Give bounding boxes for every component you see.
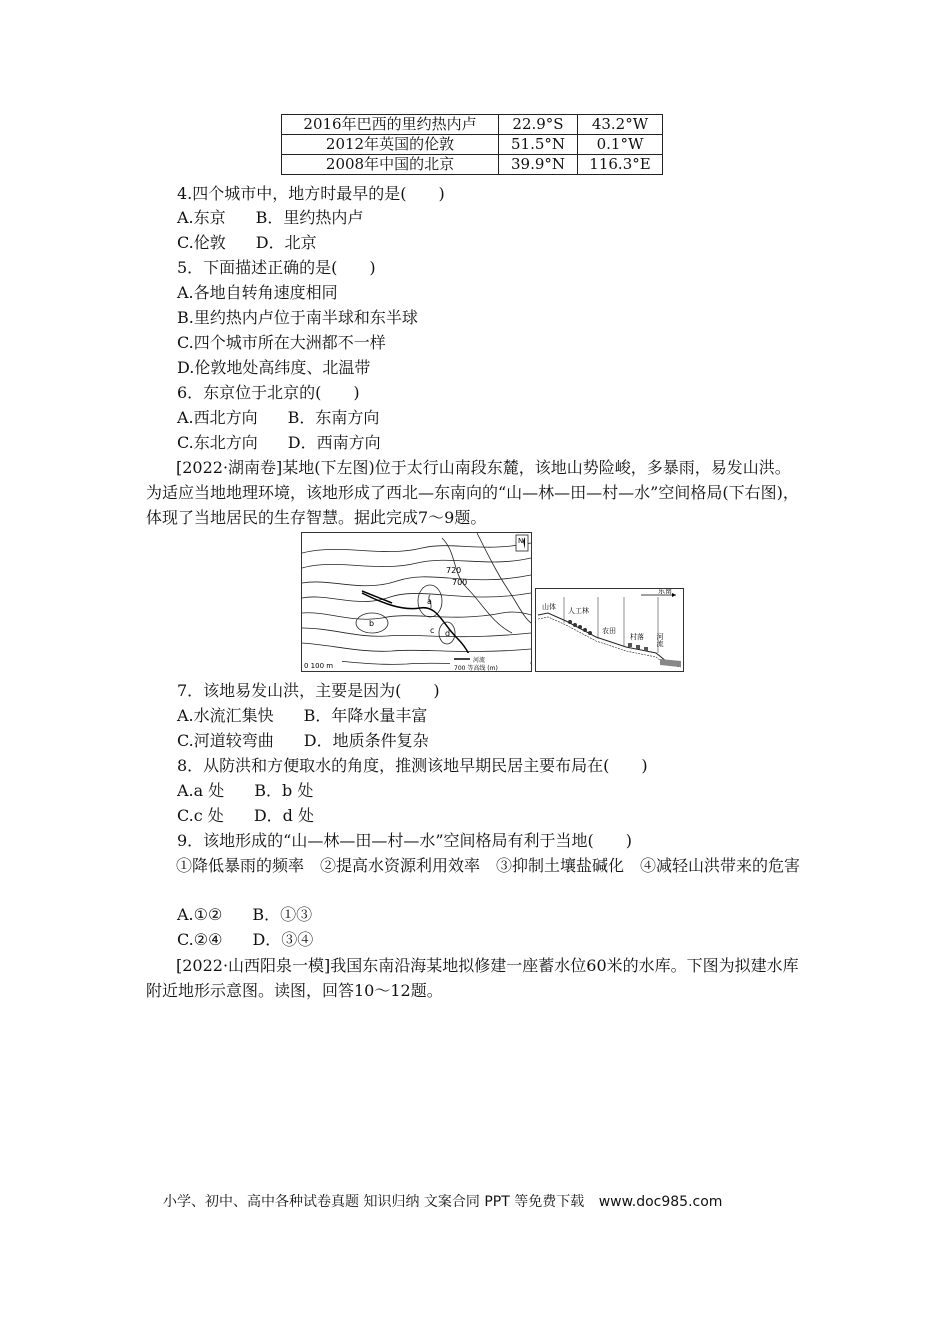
contour-label-700: 700	[452, 578, 468, 587]
q4-option-a[interactable]: A.东京	[177, 208, 226, 227]
q7-option-d[interactable]: D．地质条件复杂	[303, 731, 429, 750]
q9-stem: 9．该地形成的“山—林—田—村—水”空间格局有利于当地( )	[177, 831, 633, 850]
profile-diagram-figure	[535, 588, 684, 672]
q8-option-b[interactable]: B．b 处	[254, 781, 314, 800]
intro-paragraph-7-9: [2022·湖南卷]某地(下左图)位于太行山南段东麓，该地山势险峻，多暴雨，易发山洪。为适应当地地理环境，该地形成了西北—东南向的“山—林—田—村—水”空间格局(下右图)，体现了当地居民的生存智慧。据此完成7～9题。	[146, 458, 799, 527]
q9-options-row2	[177, 929, 313, 951]
intro-paragraph-10-12: [2022·山西阳泉一模]我国东南沿海某地拟修建一座蓄水位60米的水库。下图为拟建水库附近地形示意图。读图，回答10～12题。	[146, 956, 799, 1000]
table-row	[282, 135, 663, 155]
q7-stem: 7．该地易发山洪，主要是因为( )	[177, 681, 440, 700]
q9-option-a[interactable]: A.①②	[177, 905, 223, 924]
table-cell: 2008年中国的北京	[282, 155, 499, 175]
map-label-c: c	[430, 626, 435, 635]
q8-option-a[interactable]: A.a 处	[177, 781, 225, 800]
north-arrow-label: N	[518, 537, 524, 545]
map-label-d: d	[445, 629, 451, 638]
q4-option-d[interactable]: D．北京	[255, 233, 317, 252]
q8-stem: 8．从防洪和方便取水的角度，推测该地早期民居主要布局在( )	[177, 756, 648, 775]
q5-option-d[interactable]: D.伦敦地处高纬度、北温带	[177, 358, 371, 377]
q4-option-c[interactable]: C.伦敦	[177, 233, 226, 252]
q6-options-row2	[177, 432, 381, 454]
q9-option-b[interactable]: B．①③	[252, 905, 313, 924]
q5-option-b[interactable]: B.里约热内卢位于南半球和东半球	[177, 308, 418, 327]
table-cell: 39.9°N	[499, 155, 578, 175]
legend-contour: 700 等高线 (m)	[454, 665, 498, 671]
contour-map-figure	[301, 532, 532, 672]
q9-option-c[interactable]: C.②④	[177, 930, 223, 949]
legend-river: 河流	[473, 657, 486, 664]
table-cell: 116.3°E	[578, 155, 663, 175]
map-scale: 0 100 m	[304, 662, 334, 670]
q8-options-row1	[177, 780, 313, 802]
profile-shan: 山体	[542, 603, 556, 611]
city-coordinates-table	[281, 114, 663, 175]
q7-option-b[interactable]: B．年降水量丰富	[303, 706, 428, 725]
q8-option-c[interactable]: C.c 处	[177, 806, 224, 825]
q7-option-c[interactable]: C.河道较弯曲	[177, 731, 274, 750]
q6-stem: 6．东京位于北京的( )	[177, 383, 360, 402]
q7-options-row2	[177, 730, 429, 752]
q5-stem: 5．下面描述正确的是( )	[177, 258, 376, 277]
page-footer	[163, 1191, 732, 1211]
table-cell: 2016年巴西的里约热内卢	[282, 115, 499, 135]
q4-options-row2	[177, 232, 317, 254]
profile-cun: 村落	[630, 633, 644, 641]
map-label-b: b	[369, 619, 375, 628]
table-row	[282, 115, 663, 135]
map-label-a: a	[427, 597, 432, 606]
q7-options-row1	[177, 705, 427, 727]
q4-options-row1	[177, 207, 363, 229]
table-cell: 22.9°S	[499, 115, 578, 135]
profile-lin: 人工林	[568, 607, 589, 615]
q5-option-c[interactable]: C.四个城市所在大洲都不一样	[177, 333, 386, 352]
profile-diagram	[536, 589, 683, 671]
profile-tian: 农田	[602, 627, 616, 635]
q6-options-row1	[177, 407, 379, 429]
table-row	[282, 155, 663, 175]
table-cell: 2012年英国的伦敦	[282, 135, 499, 155]
q8-options-row2	[177, 805, 314, 827]
q9-options-row1	[177, 904, 312, 926]
q4-option-b[interactable]: B．里约热内卢	[255, 208, 364, 227]
q6-option-a[interactable]: A.西北方向	[177, 408, 258, 427]
q9-items: ①降低暴雨的频率 ②提高水资源利用效率 ③抑制土壤盐碱化 ④减轻山洪带来的危害	[176, 856, 801, 875]
q5-option-a[interactable]: A.各地自转角速度相同	[177, 283, 338, 302]
q8-option-d[interactable]: D．d 处	[253, 806, 314, 825]
q6-option-b[interactable]: B．东南方向	[287, 408, 380, 427]
profile-direction: 东南	[658, 589, 672, 595]
table-cell: 0.1°W	[578, 135, 663, 155]
table-cell: 51.5°N	[499, 135, 578, 155]
q7-option-a[interactable]: A.水流汇集快	[177, 706, 274, 725]
footer-text: 小学、初中、高中各种试卷真题 知识归纳 文案合同 PPT 等免费下载	[163, 1194, 585, 1210]
q6-option-d[interactable]: D．西南方向	[287, 433, 381, 452]
q6-option-c[interactable]: C.东北方向	[177, 433, 258, 452]
contour-map	[302, 533, 531, 671]
table-cell: 43.2°W	[578, 115, 663, 135]
q9-option-d[interactable]: D．③④	[252, 930, 314, 949]
profile-he: 河流	[656, 633, 664, 647]
footer-site-link[interactable]: www.doc985.com	[598, 1194, 723, 1210]
q4-stem: 4.四个城市中，地方时最早的是( )	[177, 184, 445, 203]
contour-label-720: 720	[446, 566, 462, 575]
